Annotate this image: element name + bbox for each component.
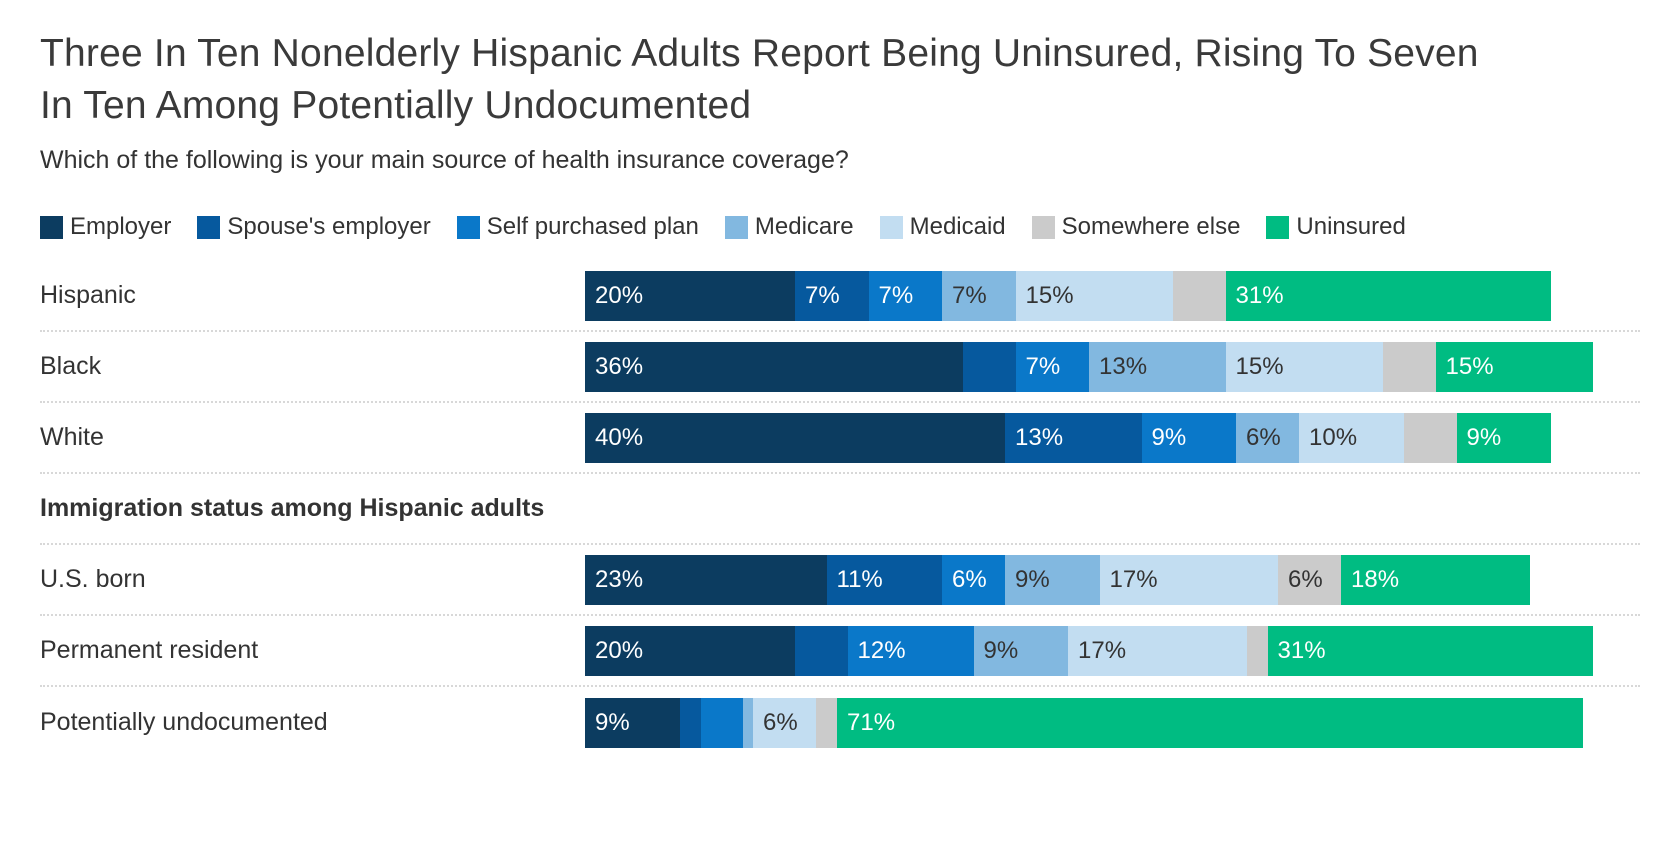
segment-somewhere-else[interactable] <box>1404 413 1457 463</box>
segment-self-purchased[interactable] <box>1142 413 1237 463</box>
segment-spouse-employer[interactable] <box>795 271 869 321</box>
segment-value-label: 31% <box>1235 281 1284 309</box>
stacked-bar <box>585 555 1530 605</box>
stacked-bar <box>585 698 1583 748</box>
segment-medicaid[interactable] <box>753 698 816 748</box>
segment-employer[interactable] <box>585 413 1005 463</box>
legend-label-self-purchased: Self purchased plan <box>486 213 699 240</box>
segment-value-label: 15% <box>1445 352 1494 380</box>
segment-spouse-employer[interactable] <box>827 555 943 605</box>
legend-item-spouse-employer <box>197 213 430 241</box>
segment-somewhere-else[interactable] <box>1247 626 1268 676</box>
segment-value-label: 10% <box>1309 423 1358 451</box>
segment-medicare[interactable] <box>974 626 1069 676</box>
segment-value-label: 7% <box>805 281 840 309</box>
bar-row-permanent-resident <box>40 616 1640 687</box>
segment-value-label: 7% <box>952 281 987 309</box>
stacked-bar <box>585 413 1551 463</box>
segment-spouse-employer[interactable] <box>795 626 848 676</box>
legend-item-medicare <box>725 213 854 241</box>
segment-value-label: 17% <box>1078 636 1127 664</box>
legend-label-spouse-employer: Spouse's employer <box>227 213 431 240</box>
segment-value-label: 9% <box>595 708 630 736</box>
segment-self-purchased[interactable] <box>869 271 943 321</box>
segment-value-label: 7% <box>878 281 914 309</box>
legend <box>40 213 1640 241</box>
legend-swatch-medicaid <box>880 216 903 239</box>
legend-swatch-somewhere-else <box>1032 216 1055 239</box>
legend-label-medicaid: Medicaid <box>909 213 1006 240</box>
legend-swatch-self-purchased <box>457 216 480 239</box>
segment-medicare[interactable] <box>1236 413 1299 463</box>
segment-value-label: 9% <box>1466 423 1502 451</box>
segment-medicaid[interactable] <box>1100 555 1279 605</box>
segment-somewhere-else[interactable] <box>816 698 837 748</box>
segment-value-label: 9% <box>1151 423 1187 451</box>
legend-item-uninsured <box>1266 213 1405 241</box>
segment-self-purchased[interactable] <box>701 698 743 748</box>
legend-item-employer <box>40 213 171 241</box>
bar-row-u-s-born <box>40 545 1640 616</box>
row-label: White <box>40 423 104 451</box>
legend-item-self-purchased <box>457 213 699 241</box>
legend-swatch-spouse-employer <box>197 216 220 239</box>
segment-value-label: 6% <box>1246 423 1281 451</box>
segment-uninsured[interactable] <box>1226 271 1552 321</box>
segment-employer[interactable] <box>585 342 963 392</box>
segment-value-label: 11% <box>836 565 883 593</box>
row-label: Hispanic <box>40 281 136 309</box>
legend-swatch-medicare <box>725 216 748 239</box>
row-label: U.S. born <box>40 565 146 593</box>
segment-medicare[interactable] <box>743 698 754 748</box>
segment-value-label: 6% <box>952 565 987 593</box>
segment-spouse-employer[interactable] <box>963 342 1016 392</box>
segment-self-purchased[interactable] <box>848 626 974 676</box>
bar-row-black <box>40 332 1640 403</box>
segment-value-label: 20% <box>595 636 644 664</box>
stacked-bar <box>585 342 1593 392</box>
segment-spouse-employer[interactable] <box>680 698 701 748</box>
segment-somewhere-else[interactable] <box>1383 342 1436 392</box>
segment-medicaid[interactable] <box>1299 413 1404 463</box>
segment-uninsured[interactable] <box>1457 413 1552 463</box>
segment-self-purchased[interactable] <box>942 555 1005 605</box>
segment-uninsured[interactable] <box>1436 342 1594 392</box>
segment-value-label: 17% <box>1109 565 1158 593</box>
segment-value-label: 9% <box>983 636 1019 664</box>
segment-medicare[interactable] <box>1005 555 1100 605</box>
segment-employer[interactable] <box>585 271 795 321</box>
segment-value-label: 6% <box>763 708 798 736</box>
segment-somewhere-else[interactable] <box>1278 555 1341 605</box>
legend-label-employer: Employer <box>70 213 172 240</box>
section-header-label: Immigration status among Hispanic adults <box>40 494 545 522</box>
row-label: Black <box>40 352 102 380</box>
legend-label-somewhere-else: Somewhere else <box>1061 213 1241 240</box>
segment-value-label: 20% <box>595 281 644 309</box>
legend-item-medicaid <box>880 213 1006 241</box>
segment-employer[interactable] <box>585 626 795 676</box>
segment-medicaid[interactable] <box>1068 626 1247 676</box>
row-label: Permanent resident <box>40 636 259 664</box>
segment-value-label: 18% <box>1351 565 1400 593</box>
segment-spouse-employer[interactable] <box>1005 413 1142 463</box>
segment-somewhere-else[interactable] <box>1173 271 1226 321</box>
segment-value-label: 6% <box>1288 565 1323 593</box>
segment-value-label: 15% <box>1025 281 1074 309</box>
segment-value-label: 13% <box>1015 423 1064 451</box>
segment-value-label: 9% <box>1015 565 1050 593</box>
segment-employer[interactable] <box>585 698 680 748</box>
segment-employer[interactable] <box>585 555 827 605</box>
segment-value-label: 40% <box>595 423 644 451</box>
segment-value-label: 15% <box>1235 352 1284 380</box>
section-header-row <box>40 474 1640 545</box>
bar-row-hispanic <box>40 261 1640 332</box>
bar-row-potentially-undocumented <box>40 687 1640 758</box>
chart-subtitle: Which of the following is your main source of health insurance coverage? <box>40 146 849 174</box>
stacked-bar <box>585 271 1551 321</box>
segment-medicaid[interactable] <box>1226 342 1384 392</box>
bar-row-white <box>40 403 1640 474</box>
stacked-bar <box>585 626 1593 676</box>
legend-label-medicare: Medicare <box>754 213 854 240</box>
segment-uninsured[interactable] <box>837 698 1583 748</box>
chart-rows <box>40 261 1640 758</box>
segment-value-label: 71% <box>847 708 896 736</box>
segment-self-purchased[interactable] <box>1016 342 1090 392</box>
segment-uninsured[interactable] <box>1341 555 1530 605</box>
segment-medicare[interactable] <box>942 271 1016 321</box>
segment-value-label: 31% <box>1277 636 1326 664</box>
legend-swatch-uninsured <box>1266 216 1289 239</box>
segment-value-label: 36% <box>595 352 644 380</box>
chart-title: Three In Ten Nonelderly Hispanic Adults Report Being Uninsured, Rising To Seven In Ten Among Potentially Undocumented <box>40 32 1479 127</box>
segment-value-label: 7% <box>1025 352 1061 380</box>
segment-value-label: 23% <box>595 565 644 593</box>
row-label: Potentially undocumented <box>40 708 328 736</box>
legend-label-uninsured: Uninsured <box>1296 213 1406 240</box>
segment-uninsured[interactable] <box>1268 626 1594 676</box>
legend-item-somewhere-else <box>1032 213 1241 241</box>
legend-swatch-employer <box>40 216 63 239</box>
segment-value-label: 12% <box>857 636 906 664</box>
segment-value-label: 13% <box>1099 352 1148 380</box>
segment-medicare[interactable] <box>1089 342 1226 392</box>
segment-medicaid[interactable] <box>1016 271 1174 321</box>
